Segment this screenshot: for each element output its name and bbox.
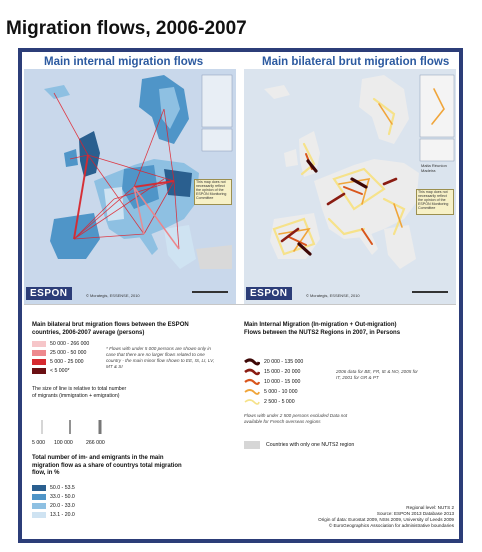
- flow-class-label: 5 000 - 10 000: [264, 389, 298, 395]
- share-class-label: 50.0 - 53.5: [50, 485, 75, 491]
- credit-origin: Origin of data: Eurostat 2009, NSIs 2009, University of Leeds 2009: [318, 517, 454, 522]
- internal-migration-map-title: Main internal migration flows: [44, 56, 204, 68]
- share-swatch: [32, 485, 46, 491]
- legend-swatch: [32, 368, 46, 374]
- flow-class-label: 10 000 - 15 000: [264, 379, 301, 385]
- legend-class-label: 50 000 - 266 000: [50, 341, 90, 347]
- legend-right-title: Main Internal Migration (In-migration + Out-migration) Flows between the NUTS2 Regions in 2007, in Persons: [244, 322, 401, 336]
- bilateral-migration-map-graphic: [244, 69, 456, 304]
- single-region-label: Countries with only one NUTS2 region: [266, 442, 355, 448]
- bilateral-migration-map: [244, 69, 456, 304]
- flow-class-label: 15 000 - 20 000: [264, 369, 301, 375]
- map-copyright: © Mcrategis, ESSENSE, 2010: [306, 293, 360, 298]
- map-copyright: © Mcrategis, ESSENSE, 2010: [86, 293, 140, 298]
- legend-footnote: * Flows with under 5 000 persons are shown only in case that there are no larger flows related to one country - the main minor flow shown to EE, IS, LI, LV, MT & SI: [106, 346, 215, 369]
- legend-swatch: [32, 350, 46, 356]
- legend-swatch: [32, 341, 46, 347]
- espon-logo: ESPON: [246, 287, 292, 300]
- legend-left-title: Main bilateral brut migration flows between the ESPON countries, 2006-2007 average (persons): [32, 322, 189, 336]
- legend-class-label: < 5 000*: [50, 368, 70, 374]
- flow-class-label: 2 500 - 5 000: [264, 399, 295, 405]
- share-swatch: [32, 494, 46, 500]
- share-swatch: [32, 512, 46, 518]
- legend-swatch: [32, 359, 46, 365]
- credit-regional-level: Regional level: NUTS 2: [406, 505, 454, 510]
- single-region-swatch: [244, 441, 260, 449]
- left-legend: [32, 322, 237, 522]
- credit-boundaries: © EuroGeographics Association for administrative boundaries: [328, 523, 454, 528]
- size-legend-title: The size of line is relative to total number of migrants (immigration + emigration): [32, 386, 127, 400]
- share-class-label: 33.0 - 50.0: [50, 494, 75, 500]
- data-years-note: 2006 data for BE, FR, IE & NO, 2005 for IT, 2001 for GR & PT: [336, 369, 418, 380]
- legend-class-label: 25 000 - 50 000: [50, 350, 87, 356]
- size-value: 100 000: [54, 440, 73, 446]
- page-title: Migration flows, 2006-2007: [6, 18, 247, 39]
- share-class-label: 20.0 - 33.0: [50, 503, 75, 509]
- share-class-label: 13.1 - 20.0: [50, 512, 75, 518]
- inset-labels: Malta Réunion Madeira: [421, 163, 447, 173]
- exclusion-note: Flows with under 2 500 persons excluded Data not available for French overseas regions: [244, 413, 348, 424]
- share-legend-title: Total number of im- and emigrants in the main migration flow as a share of countrys total migration flow, in %: [32, 455, 182, 476]
- flow-class-label: 20 000 - 135 000: [264, 359, 304, 365]
- size-value: 5 000: [32, 440, 45, 446]
- size-value: 266 000: [86, 440, 105, 446]
- legend-class-label: 5 000 - 25 000: [50, 359, 84, 365]
- line-size-legend: [38, 418, 128, 438]
- logo-band: [24, 304, 456, 315]
- espon-logo: ESPON: [26, 287, 72, 300]
- bilateral-migration-map-title: Main bilateral brut migration flows: [262, 56, 450, 68]
- disclaimer-note: This map does not necessarily reflect the opinion of the ESPON Monitoring Committee: [194, 179, 232, 205]
- disclaimer-note: This map does not necessarily reflect the opinion of the ESPON Monitoring Committee: [416, 189, 454, 215]
- credit-source: Source: ESPON 2013 Database 2013: [376, 511, 454, 516]
- share-swatch: [32, 503, 46, 509]
- internal-migration-map: [24, 69, 236, 304]
- flow-class-symbols: [244, 358, 260, 408]
- right-legend: [244, 322, 454, 522]
